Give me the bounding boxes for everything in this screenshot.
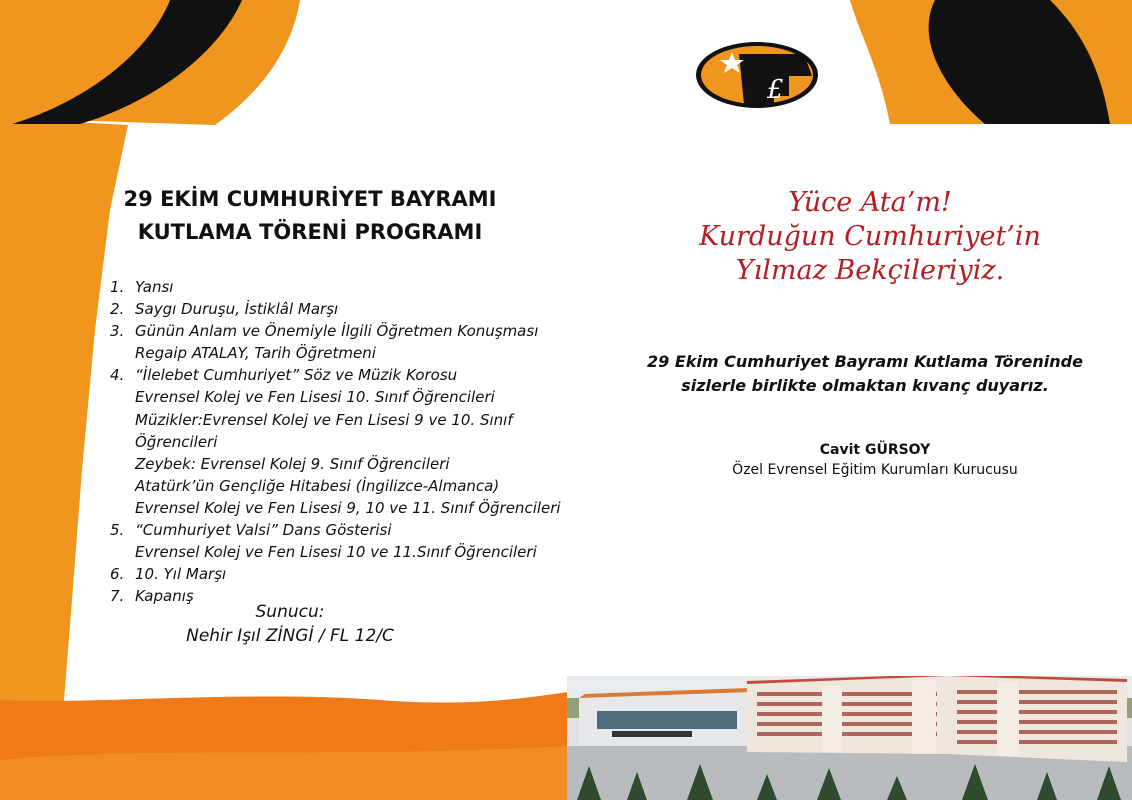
pound-sign-logo: £ [767,75,784,105]
invitation-message [600,350,1130,398]
signer-title: Özel Evrensel Eğitim Kurumları Kurucusu [732,462,1018,478]
program-title-line1: 29 EKİM CUMHURİYET BAYRAMI [123,187,497,211]
presenter [150,600,430,648]
invitation-line: 29 Ekim Cumhuriyet Bayramı Kutlama Töreninde [647,352,1083,371]
quote-line: Yılmaz Bekçileriyiz. [735,255,1005,286]
signer-name: Cavit GÜRSOY [819,442,931,458]
quote-line: Kurduğun Cumhuriyet’in [699,221,1041,252]
program-item: 7. Kapanış [110,587,194,606]
campus-image [567,676,1132,800]
program-subitem: Regaip ATALAY, Tarih Öğretmeni [135,344,376,363]
program-item: 3. Günün Anlam ve Önemiyle İlgili Öğretmen Konuşması [110,322,539,341]
program-item: 2. Saygı Duruşu, İstiklâl Marşı [110,300,339,319]
program-subitem: Öğrencileri [135,432,218,451]
program-item: 6. 10. Yıl Marşı [110,565,227,584]
program-subitem: Evrensel Kolej ve Fen Lisesi 9, 10 ve 11. Sınıf Öğrencileri [135,498,561,517]
ataturk-quote [640,186,1100,288]
program-subitem: Müzikler:Evrensel Kolej ve Fen Lisesi 9 ve 10. Sınıf [135,410,513,429]
program-subitem: Evrensel Kolej ve Fen Lisesi 10. Sınıf Öğrencileri [135,388,495,407]
program-list [110,276,580,607]
quote-line: Yüce Ata’m! [788,187,952,218]
invitation-line: sizlerle birlikte olmaktan kıvanç duyarız. [681,376,1049,395]
program-subitem: Zeybek: Evrensel Kolej 9. Sınıf Öğrencileri [135,454,450,473]
program-subitem: Evrensel Kolej ve Fen Lisesi 10 ve 11.Sınıf Öğrencileri [135,543,537,562]
school-logo [694,40,820,110]
presenter-name: Nehir Işıl ZİNGİ / FL 12/C [186,626,394,646]
presenter-label: Sunucu: [255,602,325,622]
program-title [60,183,560,249]
program-subitem: Atatürk’ün Gençliğe Hitabesi (İngilizce-Almanca) [135,476,500,495]
program-item: 4. “İlelebet Cumhuriyet” Söz ve Müzik Korosu [110,366,458,385]
program-title-line2: KUTLAMA TÖRENİ PROGRAMI [137,220,483,244]
program-item: 1. Yansı [110,278,174,296]
program-item: 5. “Cumhuriyet Valsi” Dans Gösterisi [110,521,392,540]
